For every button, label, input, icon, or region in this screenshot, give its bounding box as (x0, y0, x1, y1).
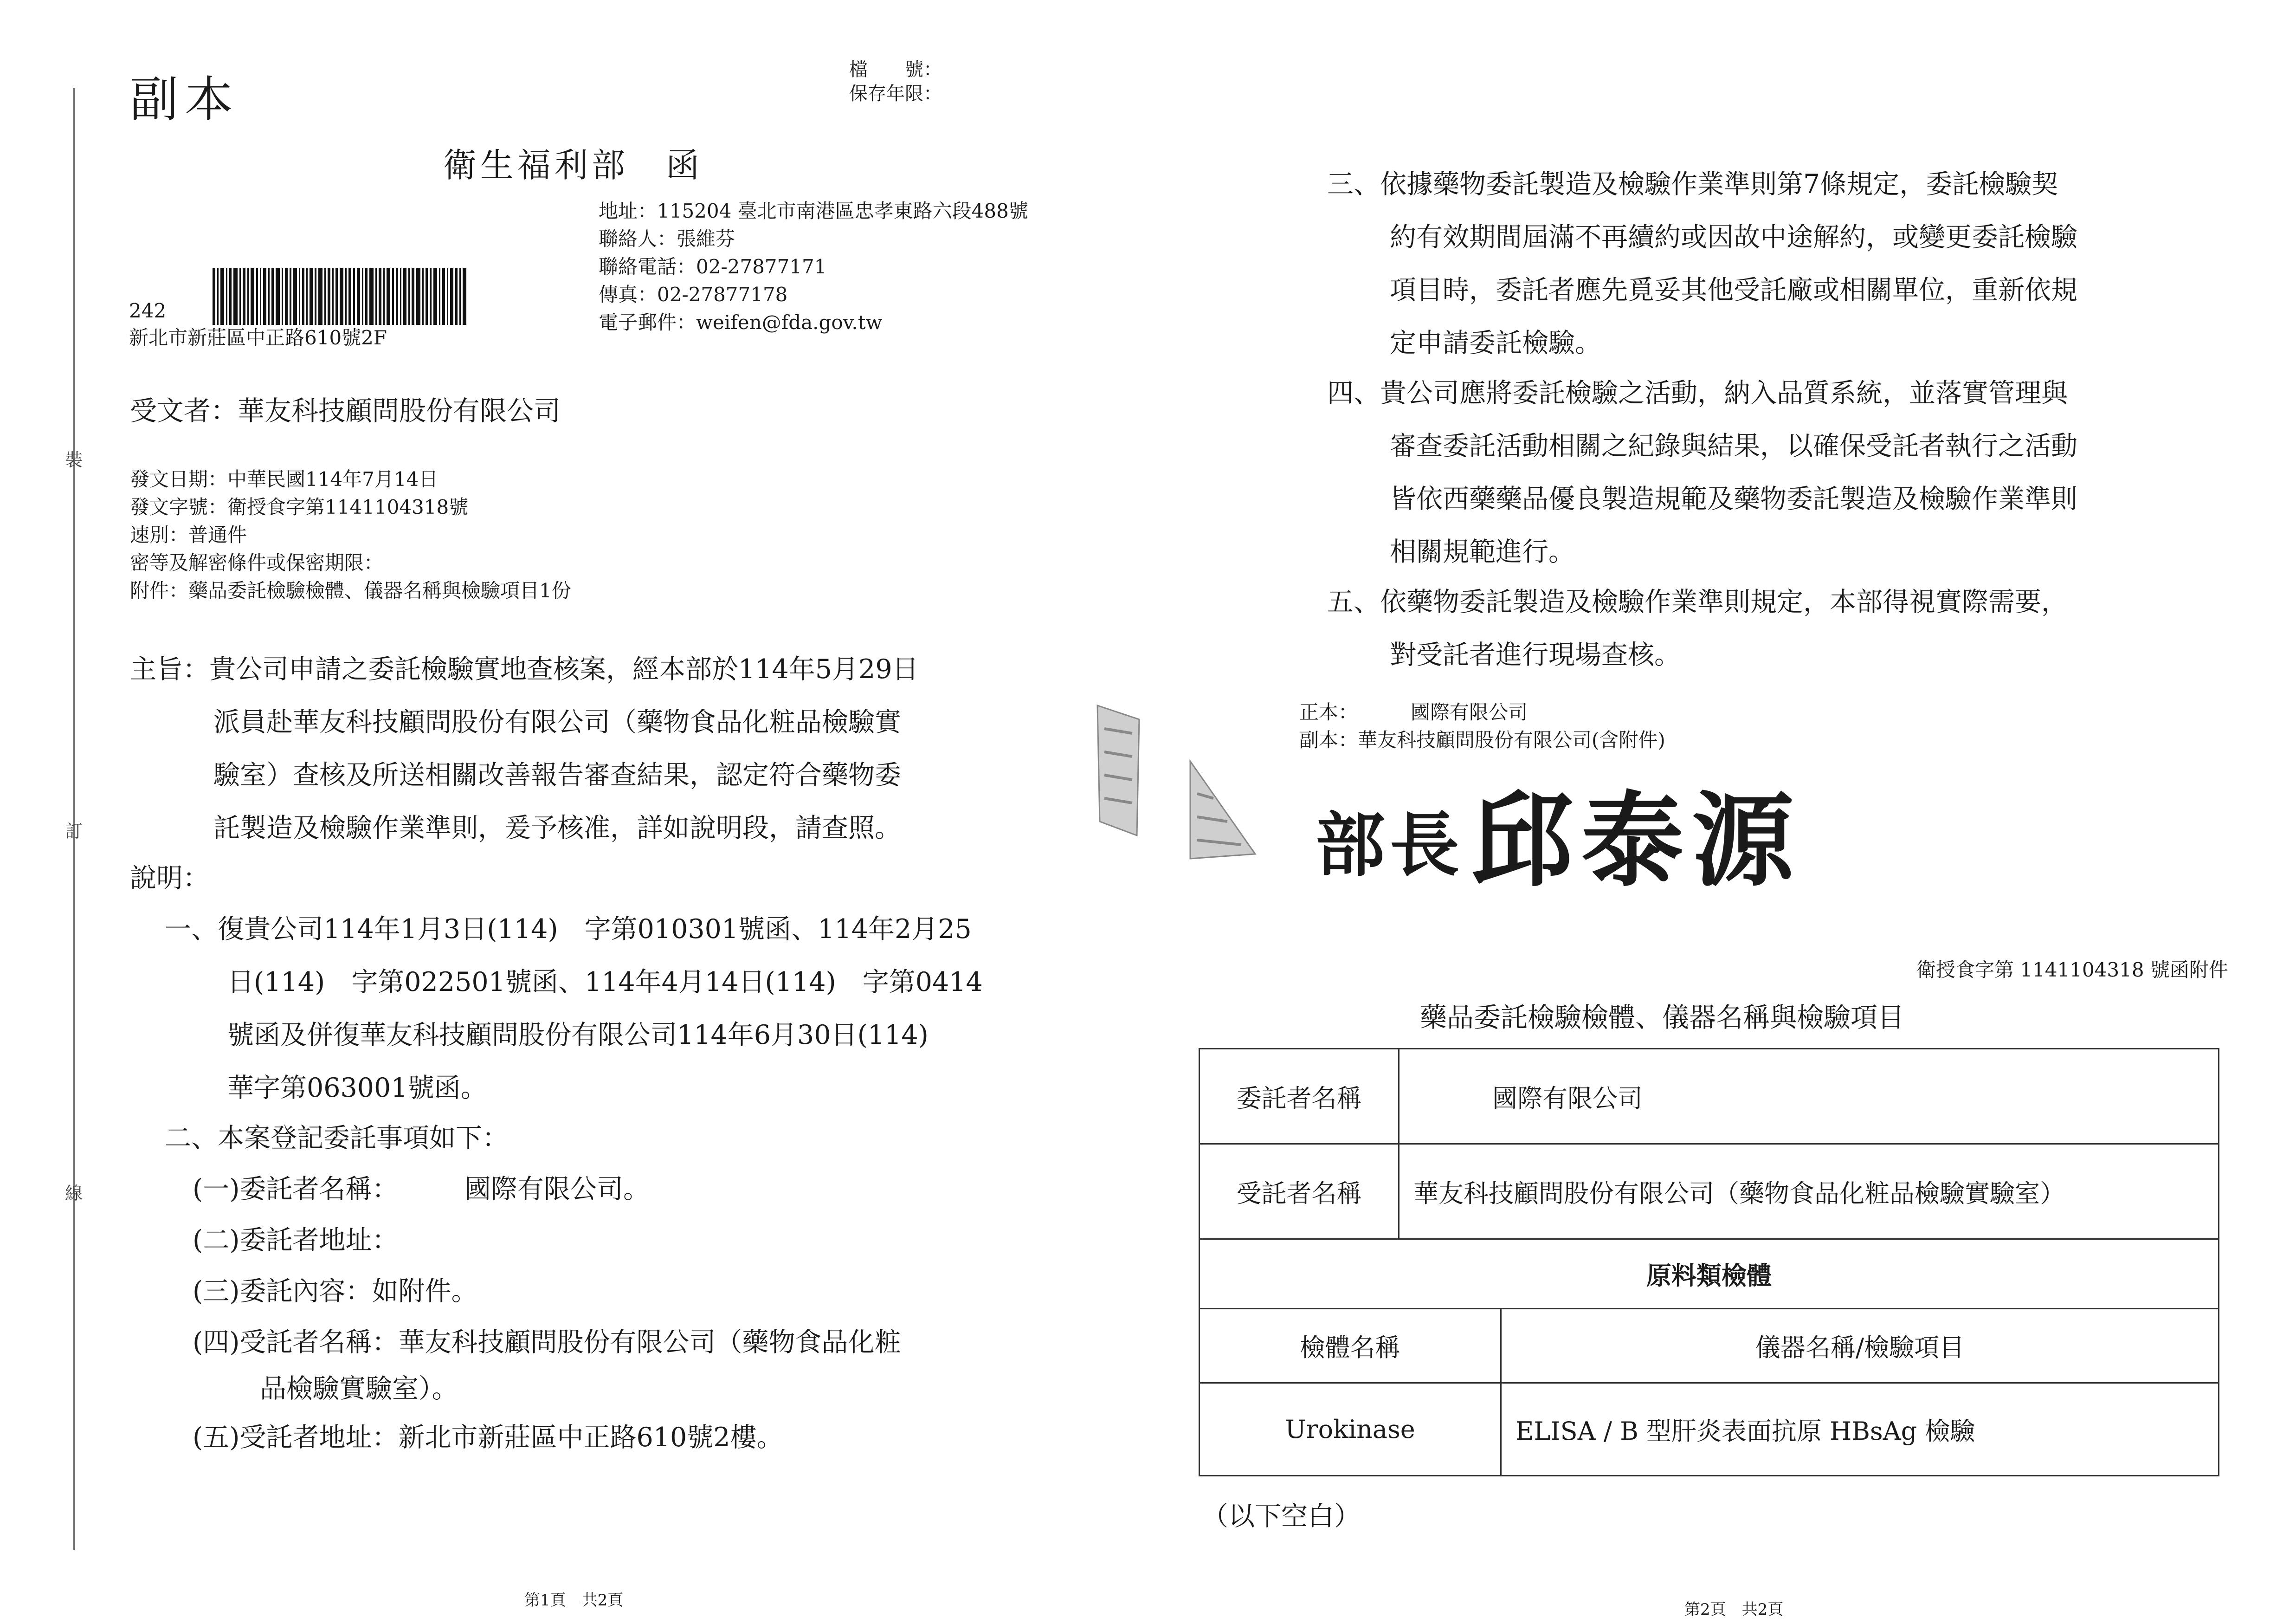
sender-address: 地址：115204 臺北市南港區忠孝東路六段488號 (599, 200, 1028, 222)
item-5-line-1: 五、依藥物委託製造及檢驗作業準則規定，本部得視實際需要， (1327, 587, 2068, 617)
original-to-label: 正本： (1299, 701, 1358, 724)
item-3-line-3: 項目時，委託者應先覓妥其他受託廠或相關單位，重新依規 (1390, 275, 2077, 305)
seal-fragment-left (1093, 701, 1144, 840)
item-1-line-4: 華字第063001號函。 (227, 1073, 487, 1103)
doc-speed: 速別：普通件 (130, 524, 247, 546)
subject-line-1: 主旨：貴公司申請之委託檢驗實地查核案，經本部於114年5月29日 (130, 654, 919, 685)
binding-char-2: 訂 (65, 821, 83, 841)
contractor-value: 華友科技顧問股份有限公司（藥物食品化粧品檢驗實驗室） (1399, 1144, 2219, 1239)
page-1-footer: 第1頁 共2頁 (524, 1591, 624, 1610)
item-2-1: (一)委託者名稱： 國際有限公司。 (193, 1174, 650, 1204)
item-1-line-3: 號函及併復華友科技顧問股份有限公司114年6月30日(114) (227, 1020, 929, 1050)
subject-line-2: 派員赴華友科技顧問股份有限公司（藥物食品化粧品檢驗實 (213, 707, 901, 738)
table-row (1200, 1239, 2219, 1309)
table-row (1200, 1144, 2219, 1239)
item-3-line-4: 定申請委託檢驗。 (1390, 328, 1601, 358)
table-row (1200, 1383, 2219, 1476)
doc-attachment: 附件：藥品委託檢驗檢體、儀器名稱與檢驗項目1份 (130, 579, 571, 602)
blank-note: （以下空白） (1202, 1501, 1361, 1532)
item-4-line-2: 審查委託活動相關之紀錄與結果，以確保受託者執行之活動 (1390, 431, 2077, 461)
item-2-4-line-2: 品檢驗實驗室）。 (260, 1373, 458, 1404)
retention-label: 保存年限： (849, 83, 942, 104)
copy-mark: 副本 (130, 71, 240, 128)
attachment-ref: 衛授食字第 1141104318 號函附件 (1916, 958, 2228, 981)
item-1-line-2: 日(114) 字第022501號函、114年4月14日(114) 字第0414 (227, 967, 983, 997)
original-to: 國際有限公司 (1411, 701, 1528, 724)
explanation-label: 說明： (130, 863, 209, 893)
item-1-line-1: 一、復貴公司114年1月3日(114) 字第010301號函、114年2月25 (165, 914, 972, 945)
attachment-table (1199, 1048, 2219, 1476)
subject-line-4: 託製造及檢驗作業準則，爰予核准，詳如說明段，請查照。 (213, 813, 901, 843)
item-2-5: (五)受託者地址：新北市新莊區中正路610號2樓。 (193, 1422, 783, 1453)
section-header: 原料類檢體 (1200, 1239, 2219, 1309)
sample-name: Urokinase (1200, 1383, 1501, 1476)
letter-title: 衛生福利部 函 (443, 146, 703, 185)
subject-line-3: 驗室）查核及所送相關改善報告審查結果，認定符合藥物委 (213, 760, 901, 790)
item-3-line-2: 約有效期間屆滿不再續約或因故中途解約，或變更委託檢驗 (1390, 222, 2077, 252)
sender-contact: 聯絡人：張維芬 (599, 227, 735, 250)
minister-title: 部長 (1316, 804, 1464, 886)
sender-phone: 聯絡電話：02-27877171 (599, 255, 827, 278)
file-no-label: 檔 號： (849, 59, 942, 80)
recipient: 受文者：華友科技顧問股份有限公司 (130, 395, 561, 427)
item-2-3: (三)委託內容：如附件。 (193, 1276, 478, 1307)
minister-signature: 邱泰源 (1471, 780, 1803, 900)
item-3-line-1: 三、依據藥物委託製造及檢驗作業準則第7條規定，委託檢驗契 (1327, 169, 2058, 200)
seal-fragment-right (1186, 757, 1260, 863)
doc-date: 發文日期：中華民國114年7月14日 (130, 468, 439, 491)
postal-code: 242 (129, 299, 167, 322)
attachment-title: 藥品委託檢驗檢體、儀器名稱與檢驗項目 (1420, 1002, 1905, 1033)
item-4-line-3: 皆依西藥藥品優良製造規範及藥物委託製造及檢驗作業準則 (1390, 484, 2077, 514)
item-2-4-line-1: (四)受託者名稱：華友科技顧問股份有限公司（藥物食品化粧 (193, 1327, 901, 1358)
sender-fax: 傳真：02-27877178 (599, 283, 788, 306)
binding-char-3: 線 (65, 1183, 83, 1203)
client-value: 國際有限公司 (1399, 1049, 2219, 1144)
copy-to: 副本：華友科技顧問股份有限公司(含附件) (1299, 729, 1665, 751)
doc-number: 發文字號：衛授食字第1141104318號 (130, 496, 469, 518)
contractor-label: 受託者名稱 (1200, 1144, 1399, 1239)
item-2-2: (二)委託者地址： (193, 1225, 399, 1255)
doc-secrecy: 密等及解密條件或保密期限： (130, 551, 384, 574)
col-item-header: 儀器名稱/檢驗項目 (1501, 1309, 2219, 1383)
table-row (1200, 1049, 2219, 1144)
item-5-line-2: 對受託者進行現場查核。 (1390, 640, 1681, 670)
test-item: ELISA / B 型肝炎表面抗原 HBsAg 檢驗 (1501, 1383, 2219, 1476)
binding-char-1: 裝 (65, 450, 83, 470)
client-label: 委託者名稱 (1200, 1049, 1399, 1144)
item-2: 二、本案登記委託事項如下： (165, 1123, 509, 1153)
col-sample-header: 檢體名稱 (1200, 1309, 1501, 1383)
item-4-line-4: 相關規範進行。 (1390, 537, 1575, 567)
recipient-address: 新北市新莊區中正路610號2F (129, 326, 387, 349)
sender-email: 電子郵件：weifen@fda.gov.tw (599, 311, 883, 334)
page-2-footer: 第2頁 共2頁 (1684, 1600, 1784, 1619)
table-row (1200, 1309, 2219, 1383)
barcode (213, 268, 482, 325)
item-4-line-1: 四、貴公司應將委託檢驗之活動，納入品質系統，並落實管理與 (1327, 378, 2068, 408)
